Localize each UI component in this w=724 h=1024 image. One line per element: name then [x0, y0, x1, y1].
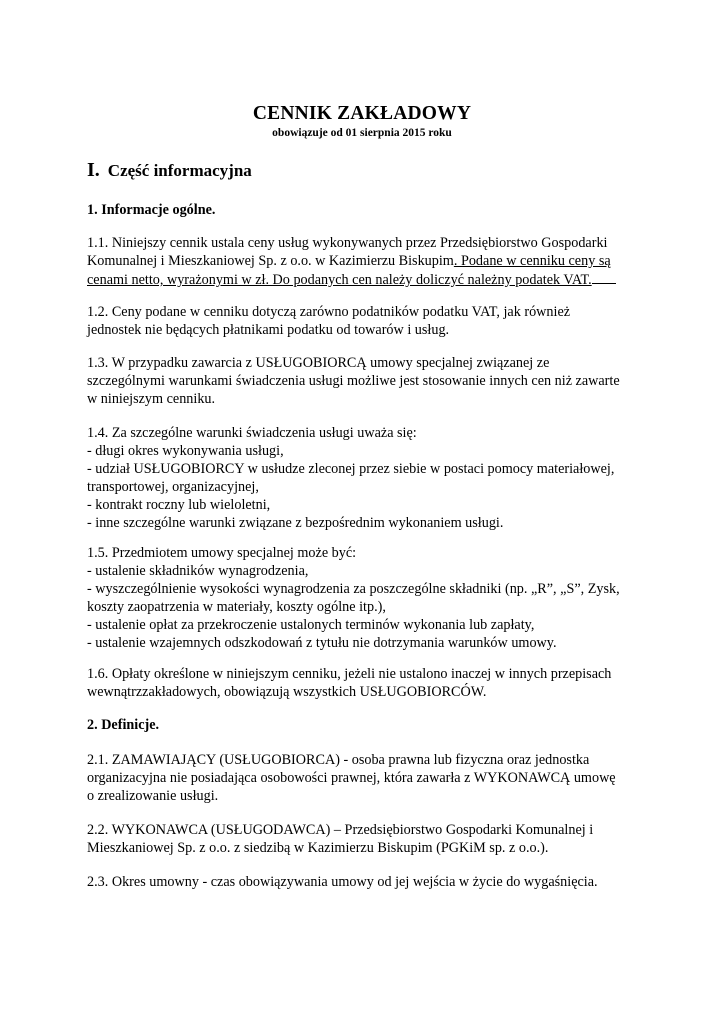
list-item: transportowej, organizacyjnej, [87, 479, 259, 495]
list-item: - wyszczególnienie wysokości wynagrodzenia za poszczególne składniki (np. „R”, „S”, Zysk, [87, 581, 620, 597]
paragraph-1-1 [87, 234, 647, 289]
part-number: I. [87, 159, 100, 181]
paragraph-1-5 [87, 544, 647, 652]
list-item: - ustalenie wzajemnych odszkodowań z tytułu nie dotrzymania warunków umowy. [87, 635, 557, 651]
list-item: - udział USŁUGOBIORCY w usłudze zleconej przez siebie w postaci pomocy materiałowej, [87, 461, 615, 477]
paragraph-line: 2.3. Okres umowny - czas obowiązywania umowy od jej wejścia w życie do wygaśnięcia. [87, 874, 598, 890]
validity-date: obowiązuje od 01 sierpnia 2015 roku [272, 127, 452, 139]
paragraph-line: 1.1. Niniejszy cennik ustala ceny usług wykonywanych przez Przedsiębiorstwo Gospodarki [87, 235, 608, 251]
underline-extension [592, 270, 616, 284]
paragraph-line: wewnątrzzakładowych, obowiązują wszystkich USŁUGOBIORCÓW. [87, 684, 487, 700]
list-item: - inne szczególne warunki związane z bezpośrednim wykonaniem usługi. [87, 515, 504, 531]
paragraph-1-3 [87, 354, 647, 408]
part-heading [87, 159, 252, 182]
paragraph-line: jednostek nie będących płatnikami podatku od towarów i usług. [87, 322, 450, 338]
paragraph-line: 1.5. Przedmiotem umowy specjalnej może być: [87, 545, 357, 561]
underlined-text: cenami netto, wyrażonymi w zł. Do podanych cen należy doliczyć należny podatek VAT. [87, 272, 592, 288]
paragraph-line [87, 252, 647, 270]
paragraph-line: 1.6. Opłaty określone w niniejszym cenniku, jeżeli nie ustalono inaczej w innych przepisach [87, 666, 612, 682]
paragraph-2-1 [87, 751, 647, 805]
paragraph-line: szczególnymi warunkami świadczenia usługi możliwe jest stosowanie innych cen niż zawarte [87, 373, 620, 389]
list-item: - długi okres wykonywania usługi, [87, 443, 284, 459]
paragraph-line [87, 270, 647, 289]
paragraph-line: 2.2. WYKONAWCA (USŁUGODAWCA) – Przedsiębiorstwo Gospodarki Komunalnej i [87, 822, 594, 838]
paragraph-line: 1.4. Za szczególne warunki świadczenia usługi uważa się: [87, 425, 417, 441]
part-title: Część informacyjna [107, 161, 252, 180]
list-item: - kontrakt roczny lub wieloletni, [87, 497, 271, 513]
paragraph-line: w niniejszym cenniku. [87, 391, 216, 407]
paragraph-2-2 [87, 821, 647, 857]
paragraph-1-2 [87, 303, 647, 339]
section-heading-general: 1. Informacje ogólne. [87, 202, 216, 218]
list-item: - ustalenie opłat za przekroczenie ustalonych terminów wykonania lub zapłaty, [87, 617, 535, 633]
section-heading-definitions: 2. Definicje. [87, 717, 160, 733]
list-item: - ustalenie składników wynagrodzenia, [87, 563, 309, 579]
paragraph-line: 2.1. ZAMAWIAJĄCY (USŁUGOBIORCA) - osoba prawna lub fizyczna oraz jednostka [87, 752, 590, 768]
paragraph-line: o zrealizowanie usługi. [87, 788, 219, 804]
paragraph-line: organizacyjna nie posiadająca osobowości prawnej, która zawarła z WYKONAWCĄ umowę [87, 770, 616, 786]
paragraph-1-4 [87, 424, 647, 532]
underlined-text: . Podane w cenniku ceny są [453, 253, 611, 269]
paragraph-line: 1.3. W przypadku zawarcia z USŁUGOBIORCĄ umowy specjalnej związanej ze [87, 355, 550, 371]
document-title: CENNIK ZAKŁADOWY [252, 103, 472, 124]
paragraph-line: Mieszkaniowej Sp. z o.o. z siedzibą w Kazimierzu Biskupim (PGKiM sp. z o.o.). [87, 840, 549, 856]
paragraph-text: Komunalnej i Mieszkaniowej Sp. z o.o. w Kazimierzu Biskupim [87, 253, 454, 269]
paragraph-2-3 [87, 873, 647, 891]
paragraph-line: 1.2. Ceny podane w cenniku dotyczą zarówno podatników podatku VAT, jak również [87, 304, 571, 320]
list-item: koszty zaopatrzenia w materiały, koszty ogólne itp.), [87, 599, 386, 615]
paragraph-1-6 [87, 665, 647, 701]
